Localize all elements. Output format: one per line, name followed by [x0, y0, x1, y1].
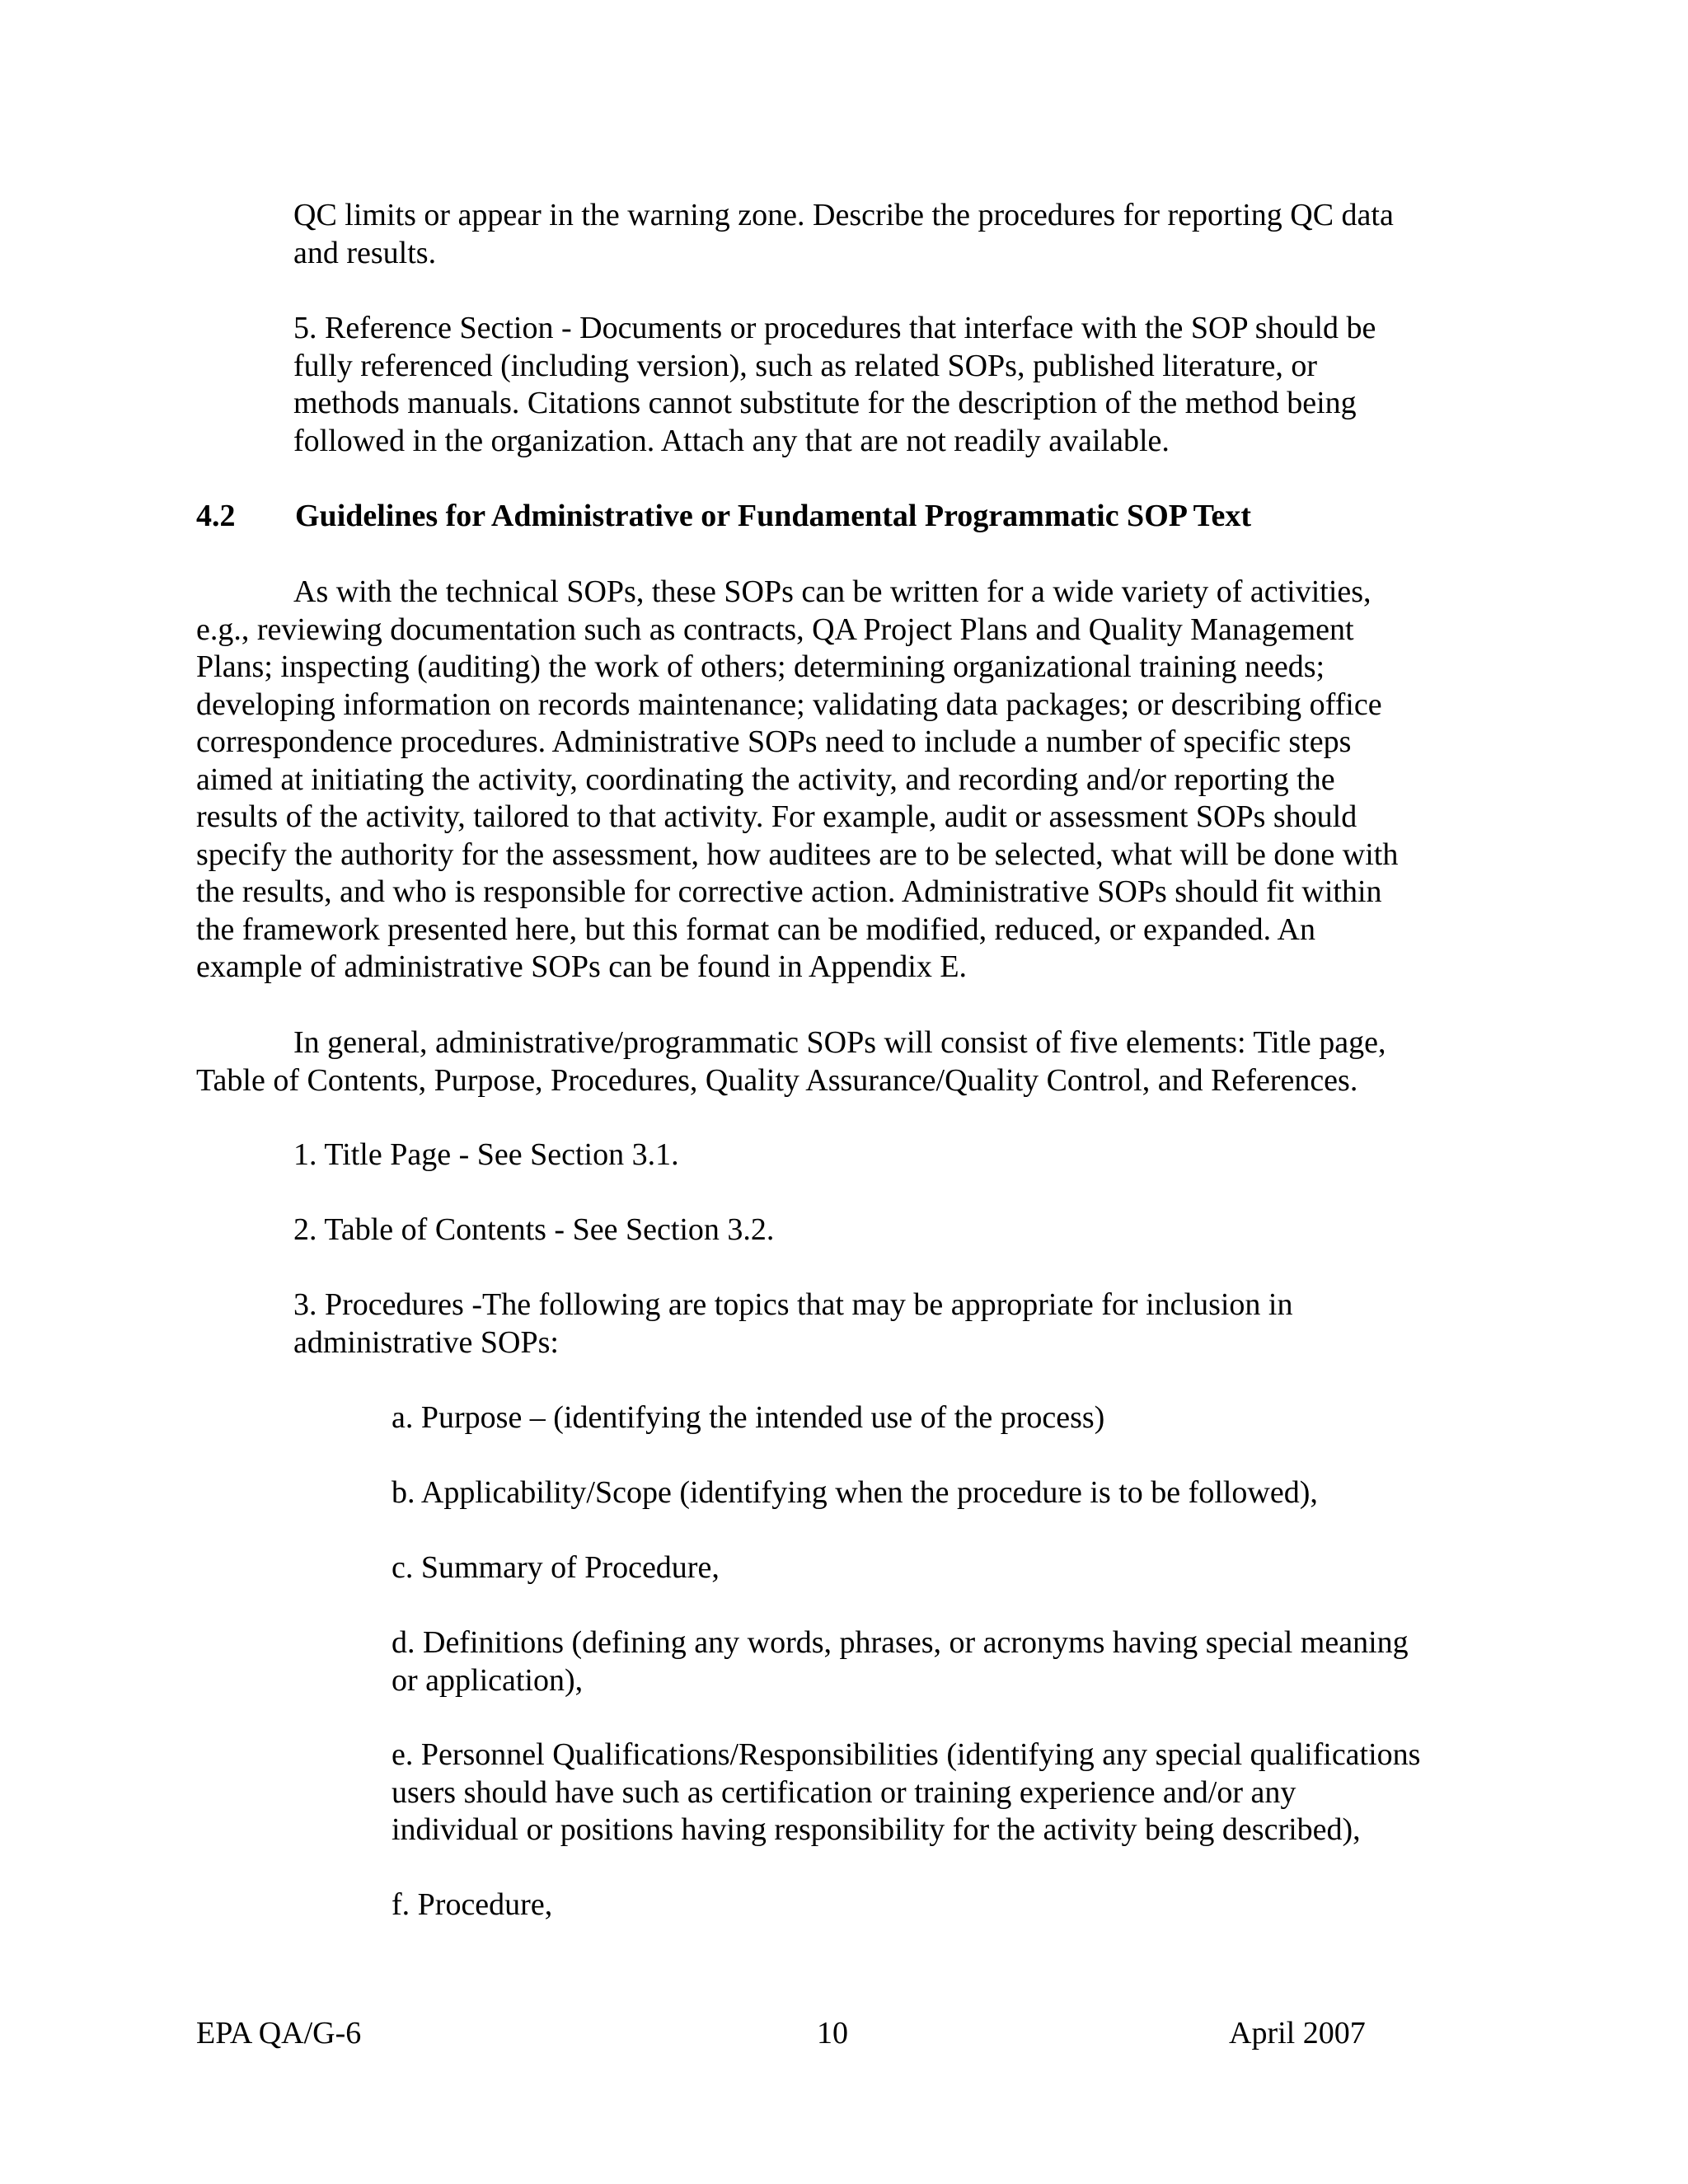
- text-line: a. Purpose – (identifying the intended use of the process): [392, 1400, 1105, 1435]
- text-line: users should have such as certification or training experience and/or any: [392, 1774, 1296, 1810]
- text-line: 5. Reference Section - Documents or procedures that interface with the SOP should be: [293, 311, 1376, 345]
- sub-item-applicability: [392, 1474, 1318, 1512]
- text-line: example of administrative SOPs can be found in Appendix E.: [196, 949, 968, 984]
- text-line: b. Applicability/Scope (identifying when the procedure is to be followed),: [392, 1475, 1318, 1510]
- text-line: individual or positions having responsibility for the activity being described),: [392, 1812, 1361, 1847]
- list-item-title-page: [293, 1137, 679, 1174]
- reference-section-item: [293, 310, 1376, 460]
- text-line: results of the activity, tailored to that activity. For example, audit or assessment SOPs should: [196, 799, 1357, 834]
- section-title: Guidelines for Administrative or Fundamental Programmatic SOP Text: [295, 499, 1252, 533]
- text-line: or application),: [392, 1662, 584, 1698]
- sub-item-purpose: [392, 1399, 1104, 1437]
- text-line: and results.: [293, 235, 437, 270]
- text-line: correspondence procedures. Administrative SOPs need to include a number of specific steps: [196, 724, 1352, 759]
- text-line: As with the technical SOPs, these SOPs can be written for a wide variety of activities,: [293, 574, 1372, 609]
- text-line: c. Summary of Procedure,: [392, 1550, 720, 1585]
- continuation-paragraph: [293, 197, 1394, 272]
- text-line: e. Personnel Qualifications/Responsibilities (identifying any special qualifications: [392, 1737, 1421, 1772]
- text-line: 3. Procedures -The following are topics that may be appropriate for inclusion in: [293, 1287, 1293, 1322]
- text-line: f. Procedure,: [392, 1887, 553, 1922]
- text-line: specify the authority for the assessment, how auditees are to be selected, what will be done with: [196, 837, 1399, 872]
- text-line: the results, and who is responsible for corrective action. Administrative SOPs should fit within: [196, 874, 1382, 909]
- text-line: 1. Title Page - See Section 3.1.: [293, 1137, 679, 1172]
- sub-item-summary: [392, 1549, 720, 1587]
- text-line: e.g., reviewing documentation such as contracts, QA Project Plans and Quality Management: [196, 612, 1354, 647]
- text-line: the framework presented here, but this format can be modified, reduced, or expanded. An: [196, 912, 1315, 947]
- text-line: QC limits or appear in the warning zone. Describe the procedures for reporting QC data: [293, 198, 1394, 232]
- list-item-procedures: [293, 1286, 1292, 1361]
- footer-page-number: 10: [817, 2016, 848, 2050]
- text-line: aimed at initiating the activity, coordinating the activity, and recording and/or reporting the: [196, 762, 1335, 797]
- sub-item-definitions: [392, 1624, 1409, 1699]
- text-line: fully referenced (including version), such as related SOPs, published literature, or: [293, 348, 1318, 383]
- text-line: followed in the organization. Attach any that are not readily available.: [293, 423, 1170, 458]
- sub-item-procedure: [392, 1886, 552, 1924]
- footer-date: April 2007: [1229, 2016, 1366, 2050]
- text-line: methods manuals. Citations cannot substitute for the description of the method being: [293, 386, 1357, 420]
- footer-doc-id: EPA QA/G-6: [196, 2016, 362, 2050]
- text-line: d. Definitions (defining any words, phrases, or acronyms having special meaning: [392, 1625, 1409, 1660]
- section-number: 4.2: [196, 499, 236, 533]
- text-line: In general, administrative/programmatic SOPs will consist of five elements: Title page,: [293, 1025, 1386, 1060]
- text-line: Table of Contents, Purpose, Procedures, Quality Assurance/Quality Control, and References.: [196, 1062, 1358, 1098]
- list-item-table-of-contents: [293, 1212, 774, 1249]
- sub-item-personnel: [392, 1736, 1420, 1849]
- text-line: Plans; inspecting (auditing) the work of others; determining organizational training needs;: [196, 649, 1325, 684]
- text-line: administrative SOPs:: [293, 1324, 559, 1360]
- general-elements-paragraph: [196, 1024, 1386, 1099]
- technical-sops-paragraph: [196, 574, 1398, 987]
- text-line: developing information on records maintenance; validating data packages; or describing office: [196, 687, 1382, 722]
- text-line: 2. Table of Contents - See Section 3.2.: [293, 1212, 775, 1247]
